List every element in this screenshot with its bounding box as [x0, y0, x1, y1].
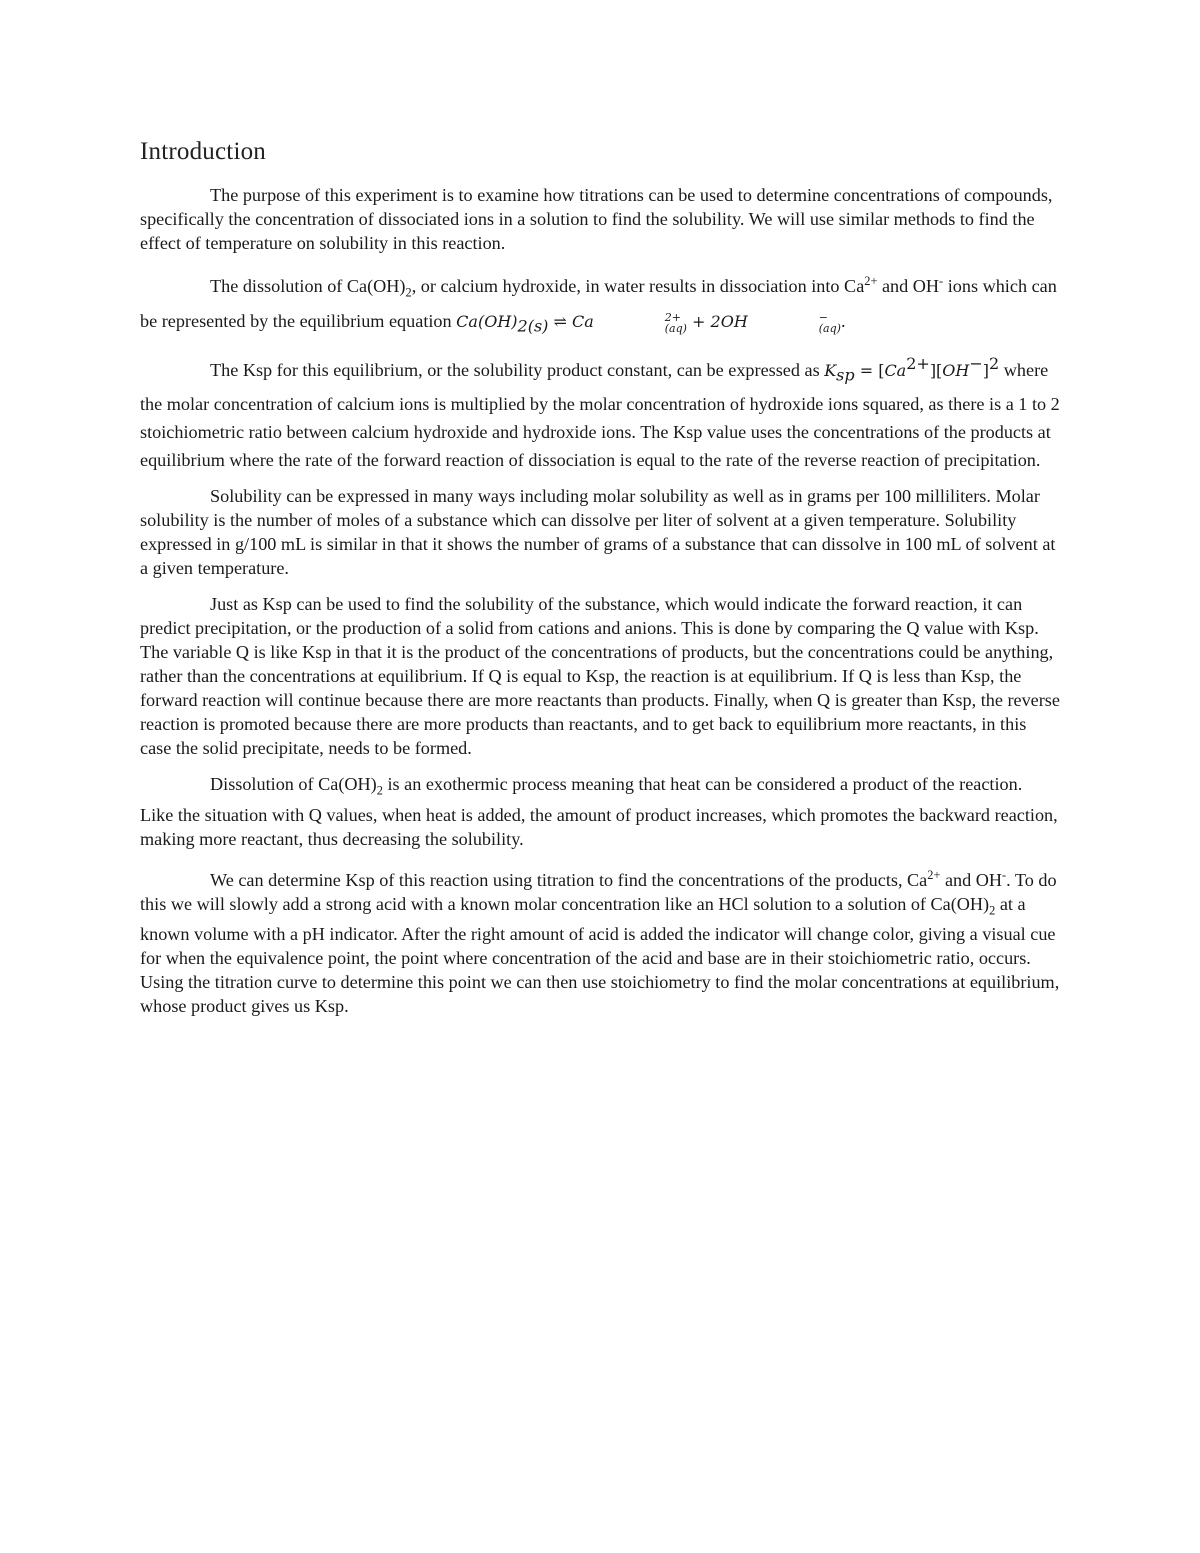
- superscript: -: [939, 274, 944, 288]
- text-run: is an exothermic process meaning that heat can be considered a product of the reaction. Like the situation with Q values, when heat is added, the amount of product increases, which promotes the backward reaction, making more reactant, thus decreasing the solubility.: [140, 774, 1058, 849]
- document-page: [140, 138, 1060, 1030]
- eq-ca-scripts: [595, 312, 687, 334]
- eq-sub-solid: 2(s): [517, 316, 549, 336]
- superscript: -: [1002, 867, 1007, 882]
- ksp-ca: Ca: [884, 361, 907, 381]
- ksp-k: K: [824, 361, 837, 381]
- text-run: Dissolution of Ca(OH): [210, 774, 377, 795]
- eq-ca: Ca: [571, 311, 594, 331]
- bracket: ][: [929, 361, 943, 381]
- eq-ca-sup: 2+: [664, 310, 681, 324]
- text-run: at a known volume with a pH indicator. After the right amount of acid is added the indicator will change color, giving a visual cue for when the equivalence point, the point where concentration of the acid and base are in their stoichiometric ratio, occurs. Using the titration curve to determine this point we can then use stoichiometry to find the molar concentrations at equilibrium, whose product gives us Ksp.: [140, 893, 1060, 1017]
- paragraph-ksp: [140, 350, 1060, 474]
- text-run: and OH: [940, 869, 1003, 890]
- text-run: . To do this we will slowly add a strong acid with a known molar concentration like an HCl solution to a solution of Ca(OH): [140, 869, 1057, 914]
- paragraph-titration: [140, 863, 1060, 1019]
- eq-2oh: 2OH: [710, 311, 748, 331]
- section-heading: Introduction: [140, 138, 266, 165]
- superscript: 2+: [864, 274, 878, 288]
- ksp-oh-sup: −: [969, 354, 983, 374]
- eq-oh-sub: (aq): [818, 321, 841, 335]
- text-run: , or calcium hydroxide, in water results in dissociation into Ca: [411, 276, 865, 297]
- paragraph-precipitation: Just as Ksp can be used to find the solubility of the substance, which would indicate the forward reaction, it can predict precipitation, or the production of a solid from cations and anions. This is done by comparing the Q value with Ksp. The variable Q is like Ksp in that it is the product of the concentrations of products, but the concentrations could be anything, rather than the concentrations at equilibrium. If Q is equal to Ksp, the reaction is at equilibrium. If Q is less than Ksp, the forward reaction will continue because there are more reactants than products. Finally, when Q is greater than Ksp, the reverse reaction is promoted because there are more products than reactants, and to get back to equilibrium more reactants, in this case the solid precipitate, needs to be formed.: [140, 594, 1060, 759]
- text-run: where the molar concentration of calcium ions is multiplied by the molar concentration of hydroxide ions squared, as there is a 1 to 2 stoichiometric ratio between calcium hydroxide and hydroxide ions. The Ksp value uses the concentrations of the products at equilibrium where the rate of the forward reaction of dissociation is equal to the rate of the reverse reaction of precipitation.: [140, 360, 1060, 471]
- superscript: 2+: [927, 867, 941, 882]
- ksp-square: 2: [989, 354, 1000, 374]
- text-run: We can determine Ksp of this reaction using titration to find the concentrations of the products, Ca: [210, 869, 928, 890]
- text-run: ions which can be represented by the equilibrium equation: [140, 276, 1057, 331]
- subscript: 2: [405, 285, 412, 300]
- ksp-equals: =: [854, 361, 879, 381]
- bracket: ]: [982, 361, 990, 381]
- eq-ca-sub: (aq): [664, 321, 687, 335]
- text-run: .: [840, 310, 846, 331]
- equilibrium-equation: [456, 310, 841, 336]
- eq-arrow: ⇌: [548, 311, 572, 331]
- bracket: [: [878, 361, 885, 381]
- subscript: 2: [989, 903, 996, 918]
- text-run: The Ksp for this equilibrium, or the solubility product constant, can be expressed as: [210, 360, 825, 381]
- eq-plus: +: [686, 311, 711, 331]
- paragraph-dissolution: [140, 267, 1060, 340]
- subscript: 2: [376, 783, 383, 798]
- eq-caoh2: Ca(OH): [456, 311, 518, 331]
- text-run: The dissolution of Ca(OH): [210, 276, 406, 297]
- paragraph-solubility: Solubility can be expressed in many ways including molar solubility as well as in grams per 100 milliliters. Molar solubility is the number of moles of a substance which can dissolve per liter of solvent at a given temperature. Solubility expressed in g/100 mL is similar in that it shows the number of grams of a substance that can dissolve in 100 mL of solvent at a given temperature.: [140, 486, 1056, 579]
- ksp-ca-sup: 2+: [906, 354, 930, 374]
- text-run: and OH: [877, 276, 940, 297]
- paragraph-purpose: The purpose of this experiment is to examine how titrations can be used to determine concentrations of compounds, specifically the concentration of dissociated ions in a solution to find the solubility. We will use similar methods to find the effect of temperature on solubility in this reaction.: [140, 185, 1053, 253]
- ksp-sub: sp: [836, 366, 855, 386]
- eq-oh-scripts: [749, 312, 841, 334]
- paragraph-exothermic: [140, 772, 1060, 851]
- ksp-oh: OH: [942, 361, 970, 381]
- eq-oh-sup: −: [818, 310, 828, 324]
